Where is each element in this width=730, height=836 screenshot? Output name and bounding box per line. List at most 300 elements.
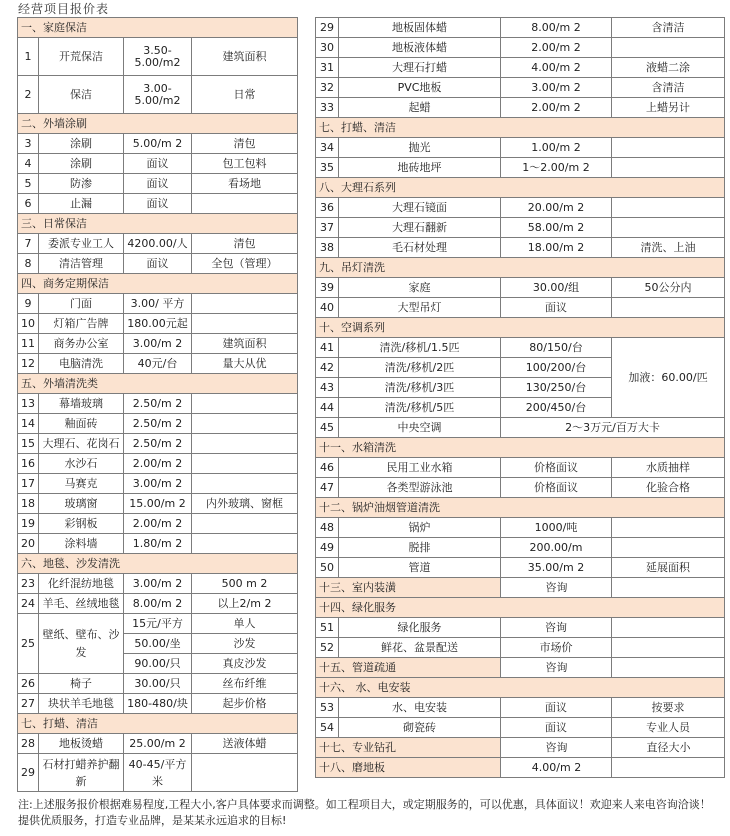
item-price: 8.00/m 2	[501, 18, 612, 38]
item-number: 53	[316, 698, 339, 718]
item-note	[192, 314, 298, 334]
table-row	[18, 234, 298, 254]
item-price: 30.00/只	[124, 674, 192, 694]
item-price: 20.00/m 2	[501, 198, 612, 218]
item-price: 18.00/m 2	[501, 238, 612, 258]
item-number: 47	[316, 478, 339, 498]
item-number: 34	[316, 138, 339, 158]
item-price: 2.00/m 2	[501, 98, 612, 118]
item-name: 地板固体蜡	[339, 18, 501, 38]
table-row	[18, 314, 298, 334]
item-note	[192, 294, 298, 314]
item-price: 3.00/m 2	[124, 574, 192, 594]
item-name: 地板烫蜡	[39, 734, 124, 754]
item-name: 大理石、花岗石	[39, 434, 124, 454]
table-row	[316, 298, 725, 318]
item-price: 3.00-5.00/m2	[124, 76, 192, 114]
section-header	[316, 178, 725, 198]
table-row	[316, 618, 725, 638]
item-note: 清包	[192, 234, 298, 254]
table-row	[18, 674, 298, 694]
item-price: 40元/台	[124, 354, 192, 374]
item-number: 48	[316, 518, 339, 538]
item-number: 24	[18, 594, 39, 614]
section-header	[18, 554, 298, 574]
item-price: 4.00/m 2	[501, 58, 612, 78]
item-name: 起蜡	[339, 98, 501, 118]
item-price: 咨询	[501, 738, 612, 758]
section-title: 十五、管道疏通	[316, 658, 501, 678]
item-number: 17	[18, 474, 39, 494]
item-note	[192, 754, 298, 792]
item-price: 面议	[124, 254, 192, 274]
item-name: 壁纸、壁布、沙发	[39, 614, 124, 674]
item-name: 大理石打蜡	[339, 58, 501, 78]
item-note	[612, 158, 725, 178]
table-row	[316, 578, 725, 598]
section-title: 五、外墙清洗类	[18, 374, 298, 394]
item-note	[612, 758, 725, 778]
item-name: 门面	[39, 294, 124, 314]
item-price: 200/450/台	[501, 398, 612, 418]
item-price: 面议	[124, 174, 192, 194]
item-note: 加液：60.00/匹	[612, 338, 725, 418]
section-title: 八、大理石系列	[316, 178, 725, 198]
item-note: 500 m 2	[192, 574, 298, 594]
table-row	[316, 478, 725, 498]
item-price: 2.50/m 2	[124, 394, 192, 414]
item-number: 51	[316, 618, 339, 638]
item-number: 50	[316, 558, 339, 578]
section-title: 十七、专业钻孔	[316, 738, 501, 758]
item-price: 15.00/m 2	[124, 494, 192, 514]
item-note: 沙发	[192, 634, 298, 654]
item-price: 40-45/平方米	[124, 754, 192, 792]
table-row	[316, 458, 725, 478]
item-price: 180.00元起	[124, 314, 192, 334]
item-name: 水沙石	[39, 454, 124, 474]
item-price: 2.50/m 2	[124, 434, 192, 454]
item-note: 送液体蜡	[192, 734, 298, 754]
item-price: 3.00/m 2	[501, 78, 612, 98]
item-note	[612, 138, 725, 158]
item-name: 玻璃窗	[39, 494, 124, 514]
item-number: 42	[316, 358, 339, 378]
item-note: 水质抽样	[612, 458, 725, 478]
table-row	[316, 218, 725, 238]
item-price: 咨询	[501, 658, 612, 678]
footer-line-1: 注:上述服务报价根据难易程度,工程大小,客户具体要求而调整。如工程项目大，或定期服务的，可以优惠，具体面议！欢迎来人来电咨询洽谈！	[18, 798, 711, 811]
section-title: 一、家庭保洁	[18, 18, 298, 38]
item-name: 地砖地坪	[339, 158, 501, 178]
item-price: 58.00/m 2	[501, 218, 612, 238]
item-price: 2.00/m 2	[124, 514, 192, 534]
item-price: 3.00/m 2	[124, 334, 192, 354]
table-row	[316, 78, 725, 98]
item-name: 清洗/移机/3匹	[339, 378, 501, 398]
item-price: 2.00/m 2	[501, 38, 612, 58]
item-price: 3.00/ 平方	[124, 294, 192, 314]
item-name: 砌瓷砖	[339, 718, 501, 738]
table-row	[18, 154, 298, 174]
item-price: 面议	[501, 298, 612, 318]
item-name: 各类型游泳池	[339, 478, 501, 498]
item-number: 1	[18, 38, 39, 76]
item-note: 以上2/m 2	[192, 594, 298, 614]
section-title: 十三、室内装潢	[316, 578, 501, 598]
item-number: 36	[316, 198, 339, 218]
item-note: 按要求	[612, 698, 725, 718]
item-price: 4200.00/人	[124, 234, 192, 254]
item-price: 1.80/m 2	[124, 534, 192, 554]
item-note	[192, 434, 298, 454]
item-number: 30	[316, 38, 339, 58]
item-number: 20	[18, 534, 39, 554]
item-number: 14	[18, 414, 39, 434]
item-name: 商务办公室	[39, 334, 124, 354]
item-number: 29	[316, 18, 339, 38]
section-header	[18, 114, 298, 134]
table-row	[316, 658, 725, 678]
table-row	[316, 698, 725, 718]
table-row	[316, 18, 725, 38]
item-note	[192, 394, 298, 414]
item-note: 包工包料	[192, 154, 298, 174]
section-header	[18, 214, 298, 234]
item-name: 水、电安装	[339, 698, 501, 718]
section-title: 十八、磨地板	[316, 758, 501, 778]
section-title: 六、地毯、沙发清洗	[18, 554, 298, 574]
footer-line-2: 提供优质服务，打造专业品牌，是某某永远追求的目标!	[18, 814, 287, 827]
item-price: 80/150/台	[501, 338, 612, 358]
item-price: 15元/平方	[124, 614, 192, 634]
item-name: 彩钢板	[39, 514, 124, 534]
item-note: 直径大小	[612, 738, 725, 758]
section-header	[316, 498, 725, 518]
table-row	[316, 718, 725, 738]
section-title: 十二、锅炉油烟管道清洗	[316, 498, 725, 518]
table-row	[316, 278, 725, 298]
item-number: 4	[18, 154, 39, 174]
item-note: 建筑面积	[192, 334, 298, 354]
table-row	[316, 558, 725, 578]
item-name: 灯箱广告牌	[39, 314, 124, 334]
item-number: 54	[316, 718, 339, 738]
item-number: 23	[18, 574, 39, 594]
item-note	[192, 414, 298, 434]
item-note: 内外玻璃、窗框	[192, 494, 298, 514]
item-name: 管道	[339, 558, 501, 578]
table-row	[316, 518, 725, 538]
item-price: 2～3万元/百万大卡	[501, 418, 725, 438]
item-number: 26	[18, 674, 39, 694]
item-note	[192, 514, 298, 534]
item-number: 10	[18, 314, 39, 334]
section-header	[316, 598, 725, 618]
item-price: 1～2.00/m 2	[501, 158, 612, 178]
table-row	[18, 414, 298, 434]
item-price: 1.00/m 2	[501, 138, 612, 158]
table-row	[18, 354, 298, 374]
item-number: 41	[316, 338, 339, 358]
item-name: 委派专业工人	[39, 234, 124, 254]
item-name: 大理石镜面	[339, 198, 501, 218]
table-row	[18, 754, 298, 792]
item-note	[612, 638, 725, 658]
table-row	[18, 734, 298, 754]
section-header	[316, 258, 725, 278]
item-number: 15	[18, 434, 39, 454]
item-note: 日常	[192, 76, 298, 114]
item-name: 开荒保洁	[39, 38, 124, 76]
table-row	[316, 638, 725, 658]
item-name: 椅子	[39, 674, 124, 694]
item-price: 8.00/m 2	[124, 594, 192, 614]
item-price: 3.50-5.00/m2	[124, 38, 192, 76]
item-name: 大理石翻新	[339, 218, 501, 238]
table-row	[18, 514, 298, 534]
item-note	[612, 618, 725, 638]
item-note: 专业人员	[612, 718, 725, 738]
item-note: 上蜡另计	[612, 98, 725, 118]
section-title: 三、日常保洁	[18, 214, 298, 234]
item-price: 价格面议	[501, 458, 612, 478]
table-row	[18, 294, 298, 314]
section-header	[316, 438, 725, 458]
item-name: 涂刷	[39, 154, 124, 174]
item-price: 面议	[501, 698, 612, 718]
table-row	[18, 454, 298, 474]
section-header	[316, 118, 725, 138]
item-name: 羊毛、丝绒地毯	[39, 594, 124, 614]
item-note	[612, 658, 725, 678]
table-row	[18, 194, 298, 214]
item-number: 45	[316, 418, 339, 438]
item-note	[192, 194, 298, 214]
item-number: 29	[18, 754, 39, 792]
section-title: 十四、绿化服务	[316, 598, 725, 618]
item-price: 200.00/m	[501, 538, 612, 558]
item-name: 石材打蜡养护翻新	[39, 754, 124, 792]
item-name: 清洗/移机/5匹	[339, 398, 501, 418]
item-number: 27	[18, 694, 39, 714]
item-note: 全包（管理）	[192, 254, 298, 274]
section-title: 七、打蜡、清洁	[18, 714, 298, 734]
item-note	[612, 518, 725, 538]
item-name: 抛光	[339, 138, 501, 158]
item-name: 脱排	[339, 538, 501, 558]
table-row	[18, 534, 298, 554]
item-number: 37	[316, 218, 339, 238]
item-note: 含清洁	[612, 78, 725, 98]
item-name: 地板液体蜡	[339, 38, 501, 58]
item-note	[612, 578, 725, 598]
item-number: 16	[18, 454, 39, 474]
table-row	[316, 738, 725, 758]
table-row	[316, 158, 725, 178]
item-name: 清洗/移机/1.5匹	[339, 338, 501, 358]
table-row	[18, 694, 298, 714]
item-name: 幕墙玻璃	[39, 394, 124, 414]
section-header	[18, 18, 298, 38]
item-name: 家庭	[339, 278, 501, 298]
item-price: 面议	[501, 718, 612, 738]
table-row	[316, 98, 725, 118]
table-row	[316, 198, 725, 218]
price-table-left	[17, 17, 298, 792]
item-price: 100/200/台	[501, 358, 612, 378]
item-price: 面议	[124, 194, 192, 214]
item-number: 13	[18, 394, 39, 414]
section-title: 四、商务定期保洁	[18, 274, 298, 294]
item-number: 6	[18, 194, 39, 214]
item-price: 180-480/块	[124, 694, 192, 714]
item-note: 真皮沙发	[192, 654, 298, 674]
table-row	[18, 174, 298, 194]
item-name: 保洁	[39, 76, 124, 114]
item-number: 39	[316, 278, 339, 298]
item-name: 防渗	[39, 174, 124, 194]
table-row	[18, 334, 298, 354]
item-name: 中央空调	[339, 418, 501, 438]
section-title: 九、吊灯清洗	[316, 258, 725, 278]
item-name: 止漏	[39, 194, 124, 214]
item-number: 9	[18, 294, 39, 314]
section-header	[316, 318, 725, 338]
table-row	[316, 38, 725, 58]
item-number: 35	[316, 158, 339, 178]
section-header	[18, 374, 298, 394]
item-note	[192, 474, 298, 494]
item-number: 19	[18, 514, 39, 534]
item-name: 清洗/移机/2匹	[339, 358, 501, 378]
item-number: 32	[316, 78, 339, 98]
item-note: 起步价格	[192, 694, 298, 714]
item-note	[192, 454, 298, 474]
section-title: 七、打蜡、清洁	[316, 118, 725, 138]
item-name: 鲜花、盆景配送	[339, 638, 501, 658]
table-row	[316, 138, 725, 158]
item-note: 50公分内	[612, 278, 725, 298]
item-price: 2.00/m 2	[124, 454, 192, 474]
table-row	[18, 76, 298, 114]
price-table-right	[315, 17, 725, 778]
item-number: 7	[18, 234, 39, 254]
table-row	[18, 614, 298, 634]
item-number: 40	[316, 298, 339, 318]
table-row	[18, 474, 298, 494]
item-number: 2	[18, 76, 39, 114]
item-number: 33	[316, 98, 339, 118]
item-price: 4.00/m 2	[501, 758, 612, 778]
item-name: 毛石材处理	[339, 238, 501, 258]
item-price: 35.00/m 2	[501, 558, 612, 578]
item-price: 5.00/m 2	[124, 134, 192, 154]
item-note: 建筑面积	[192, 38, 298, 76]
item-note	[612, 538, 725, 558]
item-name: 绿化服务	[339, 618, 501, 638]
section-title: 十、空调系列	[316, 318, 725, 338]
item-price: 90.00/只	[124, 654, 192, 674]
footer-note	[18, 797, 730, 829]
item-number: 31	[316, 58, 339, 78]
item-number: 49	[316, 538, 339, 558]
table-row	[18, 594, 298, 614]
item-number: 43	[316, 378, 339, 398]
section-title: 十六、 水、电安装	[316, 678, 725, 698]
item-note	[612, 298, 725, 318]
item-number: 38	[316, 238, 339, 258]
item-number: 52	[316, 638, 339, 658]
item-name: 电脑清洗	[39, 354, 124, 374]
item-number: 46	[316, 458, 339, 478]
item-note: 看场地	[192, 174, 298, 194]
item-name: 锅炉	[339, 518, 501, 538]
item-price: 130/250/台	[501, 378, 612, 398]
table-row	[18, 574, 298, 594]
item-name: 民用工业水箱	[339, 458, 501, 478]
table-row	[18, 134, 298, 154]
item-price: 3.00/m 2	[124, 474, 192, 494]
page-title: 经营项目报价表	[18, 2, 110, 16]
table-row	[18, 394, 298, 414]
item-price: 咨询	[501, 618, 612, 638]
item-number: 8	[18, 254, 39, 274]
item-number: 5	[18, 174, 39, 194]
table-row	[316, 338, 725, 358]
item-number: 3	[18, 134, 39, 154]
item-note	[192, 534, 298, 554]
item-name: 清洁管理	[39, 254, 124, 274]
item-note: 清洗、上油	[612, 238, 725, 258]
item-number: 28	[18, 734, 39, 754]
item-price: 咨询	[501, 578, 612, 598]
item-price: 面议	[124, 154, 192, 174]
item-name: 涂料墙	[39, 534, 124, 554]
item-note: 清包	[192, 134, 298, 154]
item-price: 25.00/m 2	[124, 734, 192, 754]
item-number: 18	[18, 494, 39, 514]
item-note: 丝布纤维	[192, 674, 298, 694]
item-price: 1000/吨	[501, 518, 612, 538]
section-title: 二、外墙涂刷	[18, 114, 298, 134]
table-row	[316, 418, 725, 438]
table-row	[18, 434, 298, 454]
item-note	[612, 218, 725, 238]
section-header	[18, 714, 298, 734]
item-price: 价格面议	[501, 478, 612, 498]
section-header	[316, 678, 725, 698]
table-row	[316, 238, 725, 258]
item-note: 单人	[192, 614, 298, 634]
table-row	[18, 494, 298, 514]
item-name: 块状羊毛地毯	[39, 694, 124, 714]
item-name: PVC地板	[339, 78, 501, 98]
item-price: 2.50/m 2	[124, 414, 192, 434]
table-row	[18, 254, 298, 274]
item-number: 44	[316, 398, 339, 418]
table-row	[316, 758, 725, 778]
item-name: 马赛克	[39, 474, 124, 494]
item-name: 大型吊灯	[339, 298, 501, 318]
item-price: 30.00/组	[501, 278, 612, 298]
item-note	[612, 198, 725, 218]
item-note: 量大从优	[192, 354, 298, 374]
table-row	[316, 538, 725, 558]
item-number: 11	[18, 334, 39, 354]
item-name: 化纤混纺地毯	[39, 574, 124, 594]
section-title: 十一、水箱清洗	[316, 438, 725, 458]
